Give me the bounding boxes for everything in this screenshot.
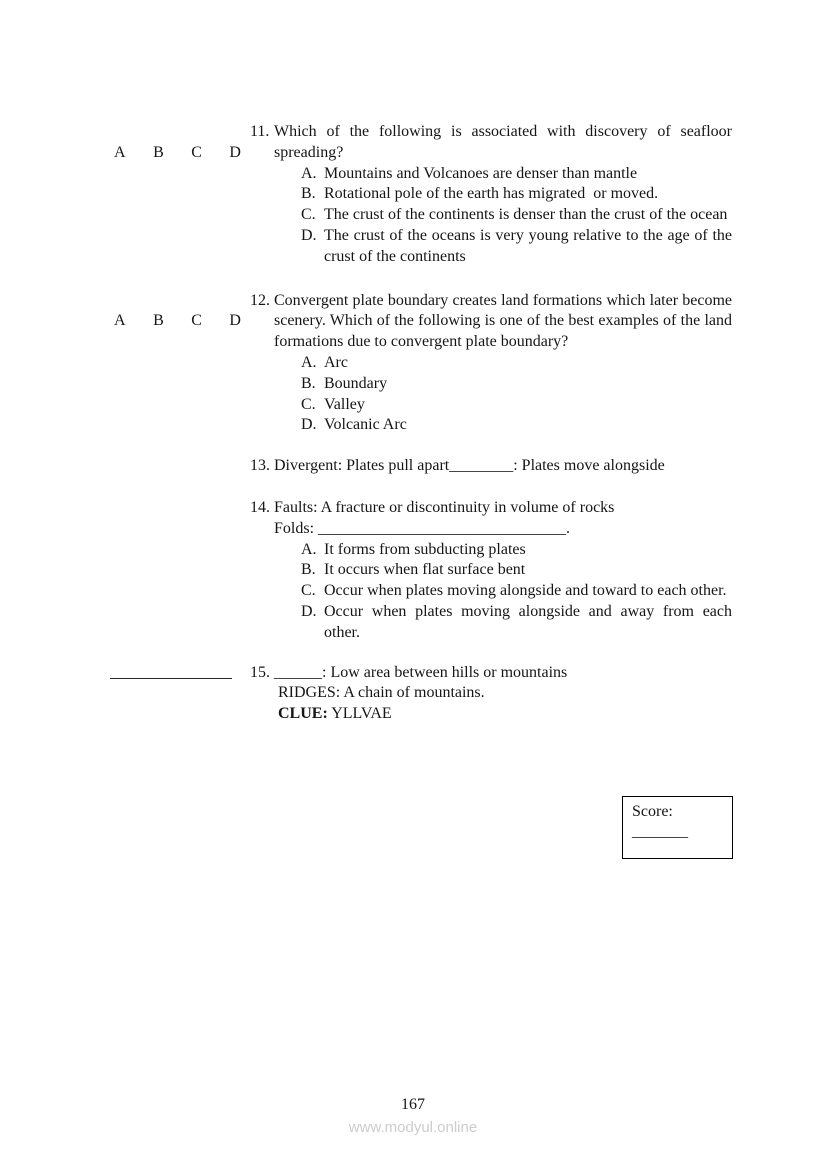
page-number: 167 <box>401 1096 425 1113</box>
option-text: Volcanic Arc <box>324 416 407 434</box>
answer-choices-row-12 <box>110 311 241 332</box>
option-letter: A. <box>301 164 317 182</box>
question-number: 11. <box>250 123 270 140</box>
option-b <box>301 560 732 581</box>
worksheet-content <box>110 122 732 725</box>
question-text-line-2: RIDGES: A chain of mountains. <box>278 684 485 702</box>
question-number: 12. <box>250 291 270 309</box>
option-letter: D. <box>301 416 317 434</box>
option-letter: D. <box>301 226 317 244</box>
question-11-row <box>110 122 732 268</box>
choice-letter-a: A <box>114 143 126 161</box>
option-letter: C. <box>301 582 316 600</box>
choice-letter-a: A <box>114 312 126 330</box>
option-text: The crust of the continents is denser than the crust of the ocean <box>324 206 728 224</box>
answer-blank-line <box>110 663 232 679</box>
option-c <box>301 205 732 226</box>
question-body <box>274 456 732 477</box>
choice-letter-c: C <box>191 312 202 330</box>
choice-letter-d: D <box>229 312 241 330</box>
clue-line <box>274 704 732 725</box>
question-text: Divergent: Plates pull apart________: Plates move alongside <box>274 457 665 475</box>
question-body <box>274 291 732 437</box>
option-text: It occurs when flat surface bent <box>324 561 526 579</box>
watermark: www.modyul.online <box>348 1119 478 1136</box>
option-letter: C. <box>301 206 316 224</box>
margin-answer-area-15 <box>110 663 250 679</box>
question-text-line-1: ______: Low area between hills or mountains <box>274 663 568 681</box>
option-a <box>301 353 732 374</box>
answer-choices-row-11 <box>110 143 241 164</box>
question-body <box>274 122 732 268</box>
clue-label: CLUE: <box>278 705 328 723</box>
question-14-stem <box>250 498 732 644</box>
option-text: Valley <box>324 395 365 413</box>
question-12-stem <box>250 291 732 437</box>
option-letter: B. <box>301 185 316 203</box>
question-13-stem <box>250 456 732 477</box>
option-d <box>301 415 732 436</box>
question-12-row <box>110 291 732 437</box>
question-text: Which of the following is associated with discovery of seafloor spreading? <box>274 123 732 161</box>
option-text: It forms from subducting plates <box>324 540 526 558</box>
margin-answer-area-11 <box>110 122 250 164</box>
option-a <box>301 540 732 561</box>
option-text: Occur when plates moving alongside and toward to each other. <box>324 582 727 600</box>
option-d <box>301 602 732 644</box>
score-blank-line: _______ <box>632 823 688 840</box>
choice-letter-d: D <box>229 143 241 161</box>
choice-letter-b: B <box>153 143 164 161</box>
question-number: 13. <box>250 457 270 475</box>
option-b <box>301 184 732 205</box>
question-14 <box>250 498 732 644</box>
option-text: Rotational pole of the earth has migrated or moved. <box>324 185 659 203</box>
option-letter: B. <box>301 374 316 392</box>
choice-letter-b: B <box>153 312 164 330</box>
question-15-row <box>110 663 732 725</box>
score-label: Score: <box>632 803 673 820</box>
question-11 <box>250 122 732 268</box>
clue-value: YLLVAE <box>327 705 392 723</box>
question-body <box>274 498 732 644</box>
option-text: The crust of the oceans is very young relative to the age of the crust of the continents <box>324 226 732 265</box>
option-letter: A. <box>301 353 317 371</box>
choice-letter-c: C <box>191 143 202 161</box>
score-box <box>622 796 733 859</box>
question-14-row <box>110 498 732 644</box>
option-c <box>301 581 732 602</box>
margin-answer-area-12 <box>110 291 250 333</box>
question-number: 15. <box>250 663 270 681</box>
option-text: Occur when plates moving alongside and away from each other. <box>324 602 732 641</box>
option-letter: C. <box>301 395 316 413</box>
option-c <box>301 395 732 416</box>
option-a <box>301 164 732 185</box>
question-12 <box>250 291 732 437</box>
question-number: 14. <box>250 498 270 516</box>
option-text: Mountains and Volcanoes are denser than mantle <box>324 164 638 182</box>
question-13-row <box>110 456 732 477</box>
question-15 <box>250 663 732 725</box>
question-body <box>274 663 732 725</box>
option-letter: D. <box>301 602 317 620</box>
option-letter: A. <box>301 540 317 558</box>
option-text: Arc <box>324 353 348 371</box>
question-13 <box>250 456 732 477</box>
option-b <box>301 374 732 395</box>
option-d <box>301 226 732 268</box>
question-text-line-2: Folds: _______________________________. <box>274 519 571 537</box>
option-letter: B. <box>301 561 316 579</box>
question-text: Convergent plate boundary creates land formations which later become scenery. Which of the following is one of the best examples of the land formations due to convergent plate boundary? <box>274 291 732 351</box>
question-15-stem <box>250 663 732 725</box>
question-11-stem <box>250 122 732 268</box>
question-text-line-1: Faults: A fracture or discontinuity in volume of rocks <box>274 498 615 516</box>
option-text: Boundary <box>324 374 388 392</box>
